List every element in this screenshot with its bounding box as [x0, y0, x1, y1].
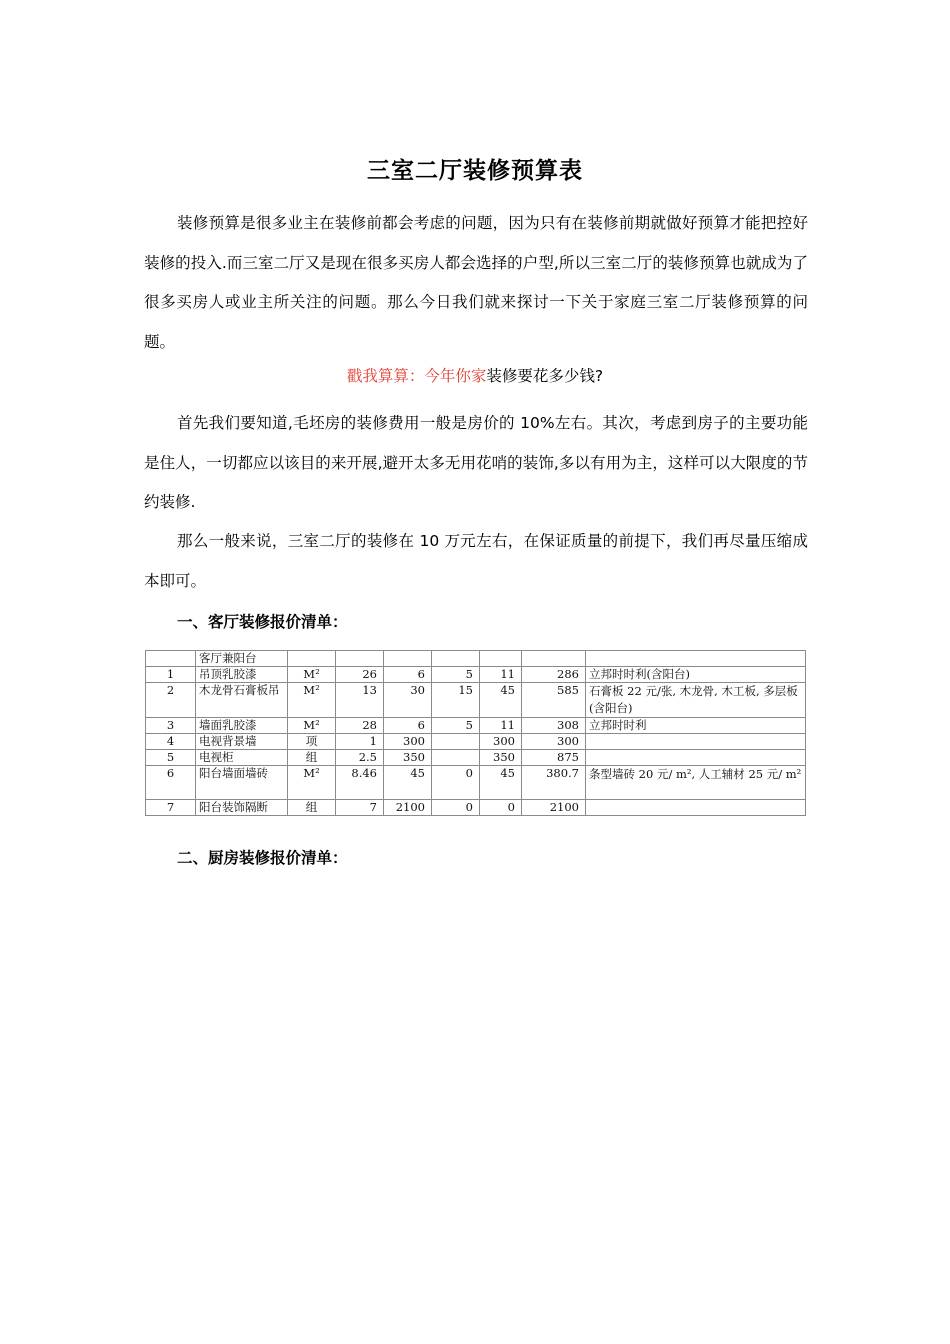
table-row [146, 766, 806, 800]
row-note: 立邦时时利 [586, 718, 806, 734]
row-item: 墙面乳胶漆 [196, 718, 288, 734]
row-quantity: 1 [336, 734, 384, 750]
row-unit: 组 [288, 750, 336, 766]
row-unit: M² [288, 683, 336, 718]
row-unit: 项 [288, 734, 336, 750]
row-unit: M² [288, 718, 336, 734]
row-total: 875 [522, 750, 586, 766]
row-quantity: 2.5 [336, 750, 384, 766]
row-number: 6 [146, 766, 196, 800]
table-group-label: 客厅兼阳台 [196, 651, 288, 667]
row-value: 45 [480, 766, 522, 800]
row-item: 阳台墙面墙砖 [196, 766, 288, 800]
row-note [586, 750, 806, 766]
row-unit: M² [288, 667, 336, 683]
row-value: 45 [384, 766, 432, 800]
row-item: 吊顶乳胶漆 [196, 667, 288, 683]
row-quantity: 26 [336, 667, 384, 683]
row-total: 300 [522, 734, 586, 750]
row-value: 15 [432, 683, 480, 718]
row-number: 2 [146, 683, 196, 718]
row-value [432, 750, 480, 766]
table-row [146, 750, 806, 766]
section-heading-living-room: 一、客厅装修报价清单： [177, 613, 348, 631]
row-unit: 组 [288, 800, 336, 816]
row-value: 30 [384, 683, 432, 718]
table-header-row [146, 651, 806, 667]
row-note: 条型墙砖 20 元/ m², 人工辅材 25 元/ m² [586, 766, 806, 800]
cost-paragraph: 首先我们要知道,毛坯房的装修费用一般是房价的 10%左右。其次，考虑到房子的主要功能是住人，一切都应以该目的来开展,避开太多无用花哨的装饰,多以有用为主，这样可以大限度的节约装修. [144, 414, 808, 511]
row-quantity: 13 [336, 683, 384, 718]
row-quantity: 28 [336, 718, 384, 734]
row-item: 电视背景墙 [196, 734, 288, 750]
row-note [586, 734, 806, 750]
row-quantity: 8.46 [336, 766, 384, 800]
table-row [146, 683, 806, 718]
promo-line [0, 364, 950, 386]
row-value: 300 [480, 734, 522, 750]
row-note: 石膏板 22 元/张, 木龙骨, 木工板, 多层板(含阳台) [586, 683, 806, 718]
row-total: 286 [522, 667, 586, 683]
living-room-quote-table [145, 650, 806, 816]
table-row [146, 800, 806, 816]
row-total: 380.7 [522, 766, 586, 800]
row-total: 585 [522, 683, 586, 718]
row-number: 5 [146, 750, 196, 766]
row-value [432, 734, 480, 750]
intro-paragraph: 装修预算是很多业主在装修前都会考虑的问题，因为只有在装修前期就做好预算才能把控好装修的投入.而三室二厅又是现在很多买房人都会选择的户型,所以三室二厅的装修预算也就成为了很多买房人或业主所关注的问题。那么今日我们就来探讨一下关于家庭三室二厅装修预算的问题。 [144, 214, 808, 351]
row-unit: M² [288, 766, 336, 800]
row-value: 11 [480, 667, 522, 683]
budget-paragraph: 那么一般来说，三室二厅的装修在 10 万元左右，在保证质量的前提下，我们再尽量压缩成本即可。 [144, 532, 808, 590]
row-value: 6 [384, 667, 432, 683]
row-item: 木龙骨石膏板吊 [196, 683, 288, 718]
table-row [146, 667, 806, 683]
row-value: 0 [432, 766, 480, 800]
row-value: 0 [480, 800, 522, 816]
row-number: 7 [146, 800, 196, 816]
row-number: 4 [146, 734, 196, 750]
row-value: 350 [384, 750, 432, 766]
row-value: 2100 [384, 800, 432, 816]
row-total: 2100 [522, 800, 586, 816]
row-value: 350 [480, 750, 522, 766]
promo-text: 装修要花多少钱? [486, 367, 604, 385]
row-item: 阳台装饰隔断 [196, 800, 288, 816]
row-value: 6 [384, 718, 432, 734]
row-quantity: 7 [336, 800, 384, 816]
promo-link[interactable]: 戳我算算：今年你家 [346, 367, 487, 385]
row-value: 11 [480, 718, 522, 734]
row-number: 3 [146, 718, 196, 734]
row-note [586, 800, 806, 816]
row-value: 5 [432, 667, 480, 683]
row-item: 电视柜 [196, 750, 288, 766]
section-heading-kitchen: 二、厨房装修报价清单： [177, 849, 348, 867]
row-value: 5 [432, 718, 480, 734]
row-number: 1 [146, 667, 196, 683]
document-title: 三室二厅装修预算表 [367, 158, 583, 184]
table-row [146, 734, 806, 750]
row-total: 308 [522, 718, 586, 734]
row-value: 45 [480, 683, 522, 718]
row-value: 0 [432, 800, 480, 816]
table-row [146, 718, 806, 734]
row-note: 立邦时时利(含阳台) [586, 667, 806, 683]
row-value: 300 [384, 734, 432, 750]
